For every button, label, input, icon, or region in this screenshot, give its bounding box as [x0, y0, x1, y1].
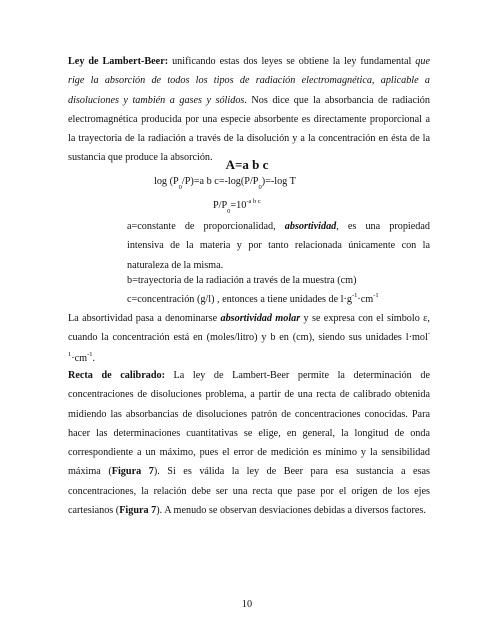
log-eq-part-b: /P)=a b c=-log(P/P: [181, 176, 259, 187]
ratio-eq-sub: 0: [227, 208, 231, 215]
lambert-beer-intro: unificando estas dos leyes se obtiene la ley fundamental: [168, 56, 416, 67]
molar-end: .: [92, 352, 96, 364]
ratio-equation: [213, 198, 261, 215]
molar-pre: La absortividad pasa a denominarse: [68, 313, 221, 324]
ratio-eq-part-b: =10: [230, 200, 247, 211]
molar-mid: y se expresa con el símbolo ε, cuando la concentración está en (moles/litro) y b en (cm), siendo sus unidades l·mol: [68, 313, 430, 344]
log-eq-sub-2: 0: [258, 184, 262, 191]
ratio-eq-part-a: P/P: [213, 200, 228, 211]
molar-sup-2: -1: [87, 350, 93, 358]
definition-c-sup-2: -1: [373, 292, 379, 299]
main-equation: A=a b c: [225, 157, 269, 172]
log-equation: [154, 176, 296, 191]
lambert-beer-paragraph: [68, 52, 430, 168]
log-eq-part-c: )=-log T: [261, 176, 296, 187]
definition-c: [127, 290, 430, 310]
lambert-beer-rest: . Nos dice que la absorbancia de radiación electromagnética producida por una especie absorbente es directamente proporcional a la trayectoria de la radiación a través de la disolución y a la concentración en ésta de la sustancia que produce la absorción.: [68, 94, 430, 164]
definition-b: b=trayectoria de la radiación a través de la muestra (cm): [127, 275, 357, 286]
molar-mid-2: ·cm: [71, 352, 88, 364]
log-eq-part-a: log (P: [154, 176, 179, 187]
page-number: 10: [241, 599, 253, 610]
lambert-beer-heading: Ley de Lambert-Beer:: [68, 56, 169, 67]
molar-paragraph: [68, 309, 430, 369]
log-eq-sub-1: 0: [178, 184, 182, 191]
absortividad-molar-term: absortividad molar: [220, 313, 301, 324]
figure-ref-1: Figura 7: [111, 466, 154, 478]
definition-c-sup-1: -1: [351, 292, 358, 299]
figure-ref-2: Figura 7: [119, 505, 157, 517]
calibration-text-1: La ley de Lambert-Beer permite la determinación de concentraciones de disoluciones problema, a partir de una recta de calibrado obtenida midiendo las absorbancias de disoluciones patrón de concentraciones conocidas. Para hacer las determinaciones cuantitativas se elige, en general, la longitud de onda correspondiente a un máximo, pues el error de medición es mínimo y la sensibilidad máxima (: [68, 370, 430, 478]
ratio-eq-exponent: -a b c: [246, 198, 261, 205]
definition-a: [127, 217, 430, 275]
calibration-text-3: ). A menudo se observan desviaciones debidas a diversos factores.: [156, 505, 426, 517]
lambert-beer-italic: que rige la absorción de todos los tipos de radiación electromagnética, aplicable a disoluciones y también a gases y sólidos: [68, 56, 430, 106]
absortividad-term: absortividad: [284, 221, 337, 232]
molar-sup-1: -1: [68, 330, 430, 358]
definition-a-post: , es una propiedad intensiva de la materia y por tanto relacionada únicamente con la naturaleza de la misma.: [127, 221, 430, 271]
definition-c-pre: c=concentración (g/l) , entonces a tiene unidades de l·g: [127, 294, 352, 305]
calibration-text-2: ). Si es válida la ley de Beer para esa sustancia a esas concentraciones, la relación debe ser una recta que pase por el origen de los ejes cartesianos (: [68, 466, 430, 517]
definition-c-mid: ·cm: [357, 294, 374, 305]
calibration-heading: Recta de calibrado:: [68, 370, 165, 381]
calibration-paragraph: [68, 366, 430, 520]
definition-a-pre: a=constante de proporcionalidad,: [127, 221, 285, 232]
